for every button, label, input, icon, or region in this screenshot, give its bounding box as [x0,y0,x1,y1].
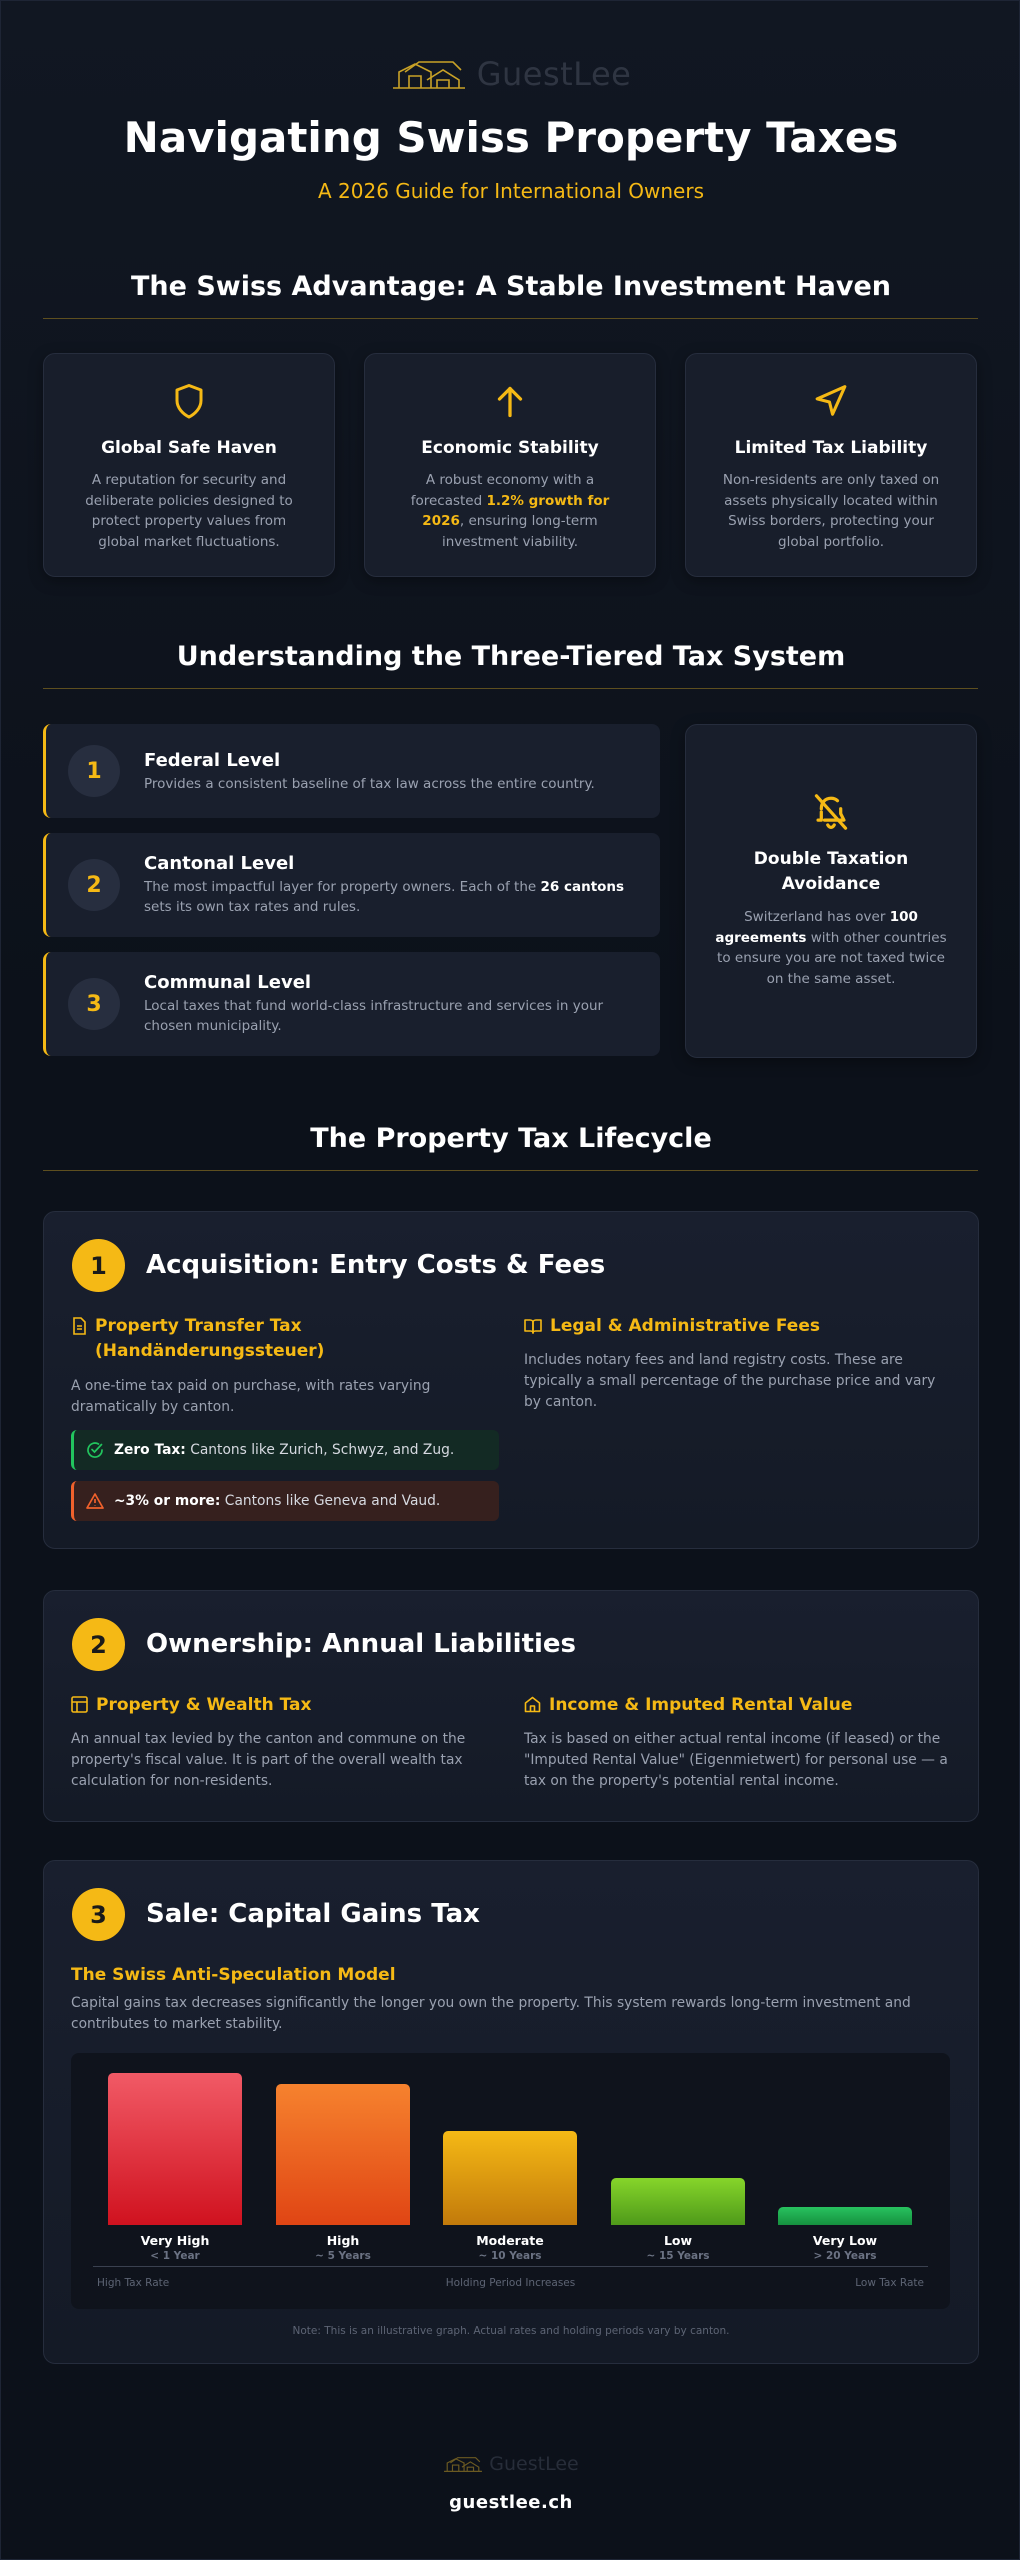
zero-tax-callout [71,1430,499,1470]
chart-bar-label: Very High [140,2233,210,2248]
chart-bar-high [276,2084,410,2225]
tier-text [144,877,640,917]
check-circle-icon [86,1441,104,1459]
imputed-rental-heading [524,1693,944,1721]
stage-number: 3 [72,1888,125,1941]
transfer-tax-heading [71,1314,491,1364]
chart-bar-very-high [108,2073,242,2225]
advantage-card-economic-stability [364,353,656,577]
tier-federal [43,724,660,818]
advantage-section-title: The Swiss Advantage: A Stable Investment Haven [130,271,891,302]
capital-gains-chart [71,2053,950,2309]
card-title: Double Taxation Avoidance [753,849,909,894]
card-text-post: with other countries to ensure you are not taxed twice on the same asset. [717,929,947,987]
wealth-tax-text: An annual tax levied by the canton and commune on the property's fiscal value. It is part of the overall wealth tax calculation for non-residents. [71,1731,466,1789]
card-text-post: , ensuring long-term investment viability. [441,513,598,550]
card-text [712,907,950,989]
brand-logo[interactable] [1,55,1020,93]
chart-bar-label: Moderate [476,2233,544,2248]
chart-bar-sublabel: ~ 10 Years [478,2250,542,2262]
bell-off-icon [686,791,976,835]
imputed-rental-text: Tax is based on either actual rental income (if leased) or the "Imputed Rental Value" (Eigenmietwert) for personal use — a tax on the property's potential rental income. [524,1731,948,1789]
subheading-text: Income & Imputed Rental Value [549,1695,853,1715]
chart-bar-low [611,2178,745,2225]
card-text-pre: A robust economy with a forecasted [410,472,595,509]
tier-number: 3 [68,978,120,1030]
legal-fees-heading [524,1314,944,1342]
advantage-card-safe-haven [43,353,335,577]
transfer-tax-text: A one-time tax paid on purchase, with rates varying dramatically by canton. [71,1378,431,1415]
growth-highlight: 1.2% growth for 2026 [422,492,610,529]
lifecycle-section-title: The Property Tax Lifecycle [310,1123,712,1154]
chart-bar-sublabel: ~ 5 Years [315,2250,371,2262]
double-taxation-card [685,724,977,1058]
card-text [391,470,629,552]
card-text: A reputation for security and deliberate policies designed to protect property values from global market fluctuations. [85,472,293,550]
section-divider [43,688,978,689]
chart-bar-moderate [443,2131,577,2225]
arrow-up-icon [365,382,655,424]
high-tax-callout [71,1481,499,1521]
tier-title: Communal Level [144,972,312,993]
section-divider [43,1170,978,1171]
stage-title: Acquisition: Entry Costs & Fees [146,1250,606,1280]
chart-bar-sublabel: < 1 Year [150,2250,200,2262]
card-text-pre: Switzerland has over [744,909,890,925]
tier-number: 1 [68,745,120,797]
stage-number: 2 [72,1618,125,1671]
tiers-section-title: Understanding the Three-Tiered Tax System [176,641,846,672]
house-logo-icon [391,58,467,90]
subheading-text: Property & Wealth Tax [96,1695,312,1715]
footer-url[interactable]: guestlee.ch [449,2492,573,2513]
chart-bar-very-low [778,2207,912,2225]
footer-logo[interactable] [1,2453,1020,2475]
shield-icon [44,382,334,424]
brand-name: GuestLee [476,55,632,93]
callout-bold: Zero Tax: [114,1442,186,1458]
subheading-text: Property Transfer Tax (Handänderungssteuer) [95,1316,325,1361]
document-icon [71,1314,87,1364]
tier-text: Local taxes that fund world-class infrastructure and services in your chosen municipality. [144,998,604,1034]
axis-label-left: High Tax Rate [97,2277,170,2289]
chart-bar-label: High [326,2233,360,2248]
tier-text: Provides a consistent baseline of tax law across the entire country. [144,776,595,792]
chart-axis-line [93,2266,928,2267]
stage-number: 1 [72,1239,125,1292]
tier-title: Cantonal Level [144,853,295,874]
cantons-count: 26 cantons [540,879,625,895]
callout-bold: ~3% or more: [114,1493,221,1509]
card-title: Limited Tax Liability [734,438,928,458]
axis-label-right: Low Tax Rate [855,2277,924,2289]
warning-triangle-icon [86,1492,104,1510]
chart-bar-label: Very Low [812,2233,878,2248]
card-title: Global Safe Haven [101,438,277,458]
stage-acquisition [43,1211,979,1549]
tier-text-post: sets its own tax rates and rules. [144,899,361,915]
section-divider [43,318,978,319]
anti-speculation-text: Capital gains tax decreases significantly the longer you own the property. This system rewards long-term investment and contributes to market stability. [71,1995,911,2032]
callout-text: Cantons like Zurich, Schwyz, and Zug. [185,1442,455,1458]
tier-title: Federal Level [144,750,281,771]
chart-bar-sublabel: ~ 15 Years [646,2250,710,2262]
stage-sale [43,1860,979,2364]
chart-note: Note: This is an illustrative graph. Actual rates and holding periods vary by canton. [292,2325,730,2337]
stage-title: Ownership: Annual Liabilities [146,1629,577,1659]
anti-speculation-heading: The Swiss Anti-Speculation Model [71,1965,396,1985]
tier-communal [43,952,660,1056]
house-logo-icon [443,2455,483,2473]
callout-text: Cantons like Geneva and Vaud. [220,1493,441,1509]
chart-bar-sublabel: > 20 Years [813,2250,877,2262]
legal-fees-text: Includes notary fees and land registry costs. These are typically a small percentage of the purchase price and vary by canton. [524,1352,936,1410]
footer-brand-name: GuestLee [489,2453,579,2475]
advantage-card-limited-tax [685,353,977,577]
card-text: Non-residents are only taxed on assets physically located within Swiss borders, protecting your global portfolio. [722,472,940,550]
home-icon [524,1693,541,1721]
building-icon [71,1693,88,1721]
book-icon [524,1314,542,1342]
tier-text-pre: The most impactful layer for property owners. Each of the [144,879,541,895]
page-title: Navigating Swiss Property Taxes [123,113,899,162]
tier-cantonal [43,833,660,937]
navigation-icon [686,382,976,424]
axis-label-center: Holding Period Increases [445,2277,576,2289]
tier-number: 2 [68,859,120,911]
chart-bar-label: Low [663,2233,693,2248]
agreements-count: 100 agreements [715,909,918,946]
subheading-text: Legal & Administrative Fees [550,1316,820,1336]
stage-ownership [43,1590,979,1822]
wealth-tax-heading [71,1693,491,1721]
card-title: Economic Stability [421,438,599,458]
stage-title: Sale: Capital Gains Tax [146,1899,480,1929]
page-subtitle: A 2026 Guide for International Owners [318,179,704,203]
